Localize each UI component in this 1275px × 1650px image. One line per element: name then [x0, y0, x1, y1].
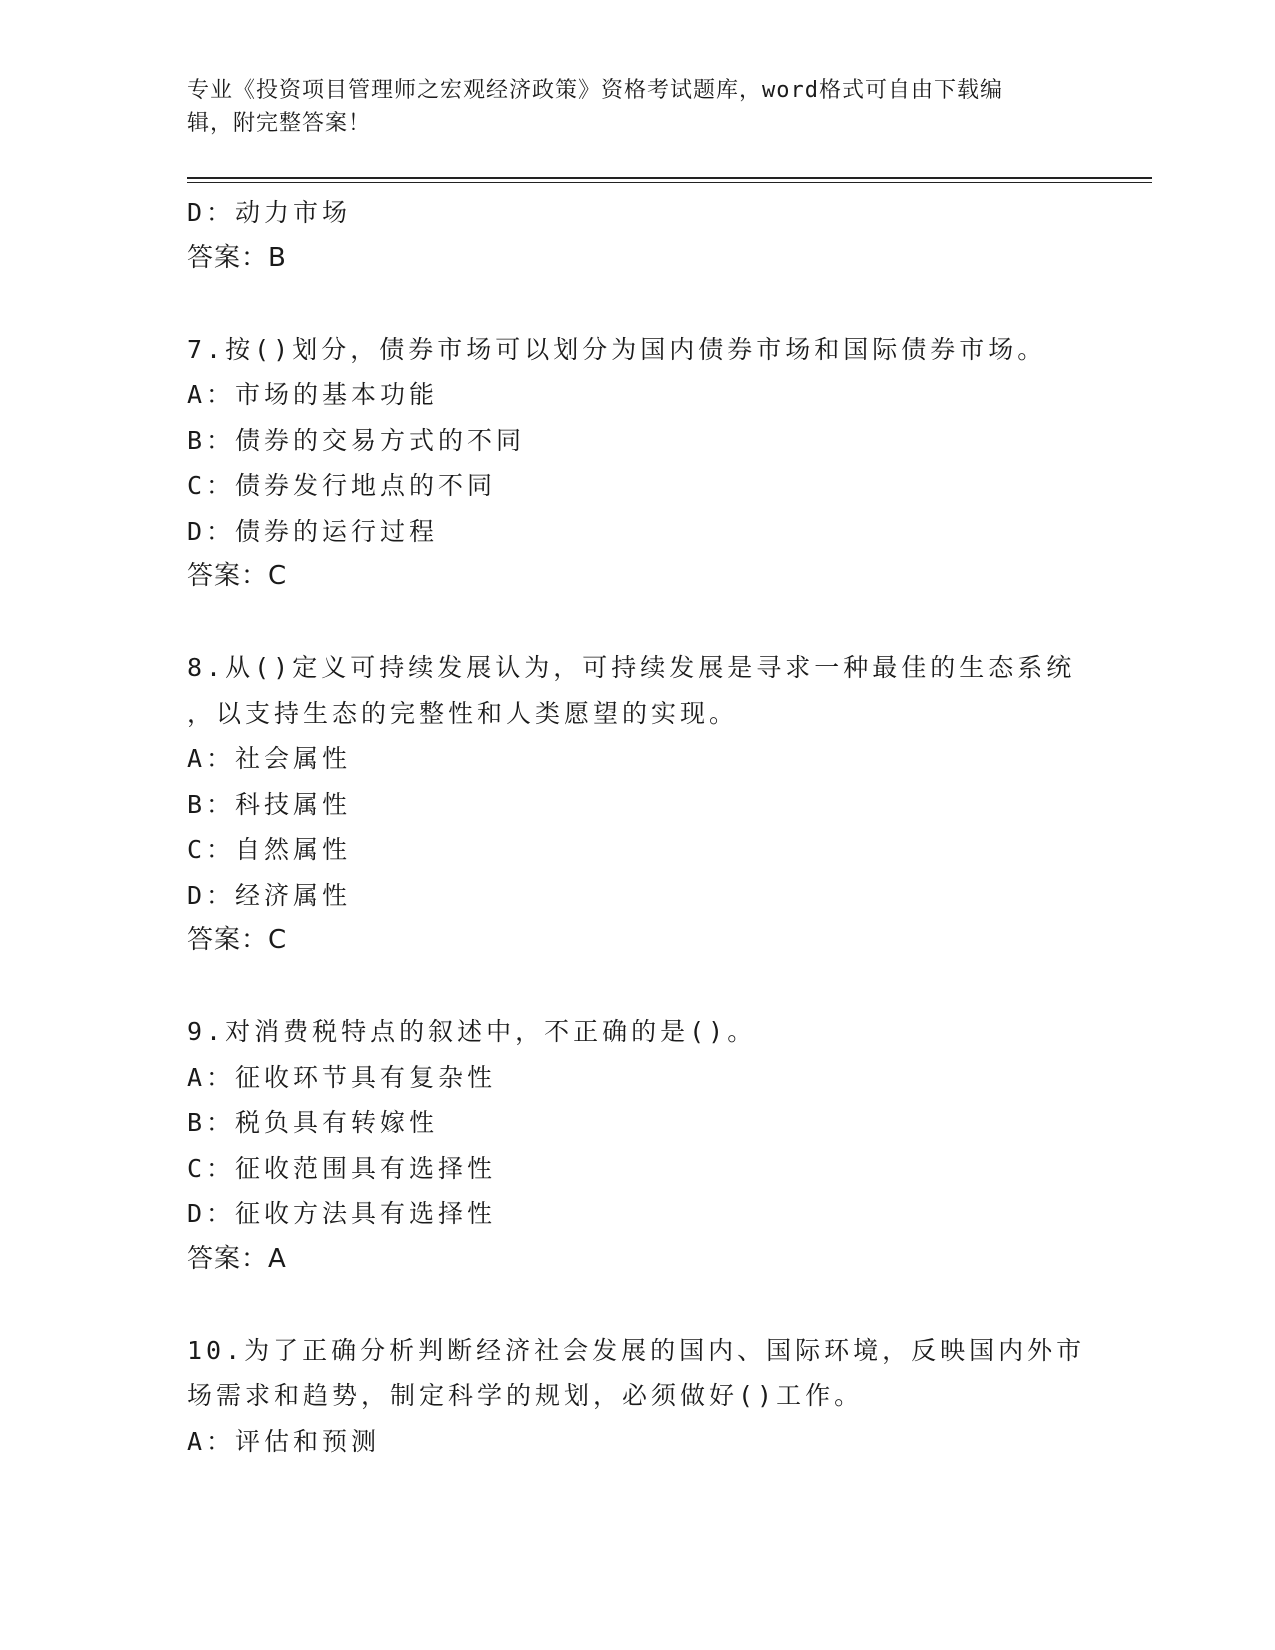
- option-d: D：征收方法具有选择性: [187, 1199, 497, 1228]
- option-b: B：科技属性: [187, 789, 352, 819]
- question-9: [187, 1009, 1087, 1282]
- option-b: B：债券的交易方式的不同: [187, 425, 526, 455]
- answer-line: 答案：C: [187, 561, 288, 591]
- question-stem: 9.对消费税特点的叙述中，不正确的是()。: [187, 1017, 757, 1046]
- question-8: [187, 645, 1087, 964]
- question-stem: 10.为了正确分析判断经济社会发展的国内、国际环境，反映国内外市: [187, 1335, 1086, 1365]
- header-divider-thin: [187, 182, 1152, 183]
- option-a: A：市场的基本功能: [187, 380, 439, 409]
- question-10: [187, 1328, 1087, 1465]
- header-divider-thick: [187, 177, 1152, 179]
- option-b: B：税负具有转嫁性: [187, 1108, 439, 1137]
- option-d: D：债券的运行过程: [187, 516, 439, 546]
- question-stem-continued: 场需求和趋势，制定科学的规划，必须做好()工作。: [187, 1381, 864, 1410]
- option-c: C：债券发行地点的不同: [187, 471, 497, 500]
- question-stem: 8.从()定义可持续发展认为，可持续发展是寻求一种最佳的生态系统: [187, 653, 1076, 682]
- answer-line: 答案：A: [187, 1243, 287, 1274]
- question-list: [187, 190, 1087, 1464]
- option-a: A：评估和预测: [187, 1426, 381, 1456]
- option-c: C：征收范围具有选择性: [187, 1153, 497, 1183]
- header-line-2: 辑，附完整答案！: [187, 111, 372, 136]
- answer-line: 答案：C: [187, 925, 288, 955]
- question-7: [187, 327, 1087, 600]
- option-a: A：征收环节具有复杂性: [187, 1062, 497, 1092]
- option-a: A：社会属性: [187, 744, 352, 773]
- question-stem: 7.按()划分，债券市场可以划分为国内债券市场和国际债券市场。: [187, 334, 1047, 364]
- option-c: C：自然属性: [187, 835, 352, 864]
- option-d: D：动力市场: [187, 198, 352, 227]
- document-header: [187, 74, 1087, 140]
- answer-line: 答案：B: [187, 242, 287, 273]
- header-line-1: 专业《投资项目管理师之宏观经济政策》资格考试题库，word格式可自由下载编: [187, 78, 1003, 103]
- previous-question-tail: [187, 190, 1087, 281]
- question-stem-continued: ，以支持生态的完整性和人类愿望的实现。: [187, 698, 739, 728]
- option-d: D：经济属性: [187, 880, 352, 910]
